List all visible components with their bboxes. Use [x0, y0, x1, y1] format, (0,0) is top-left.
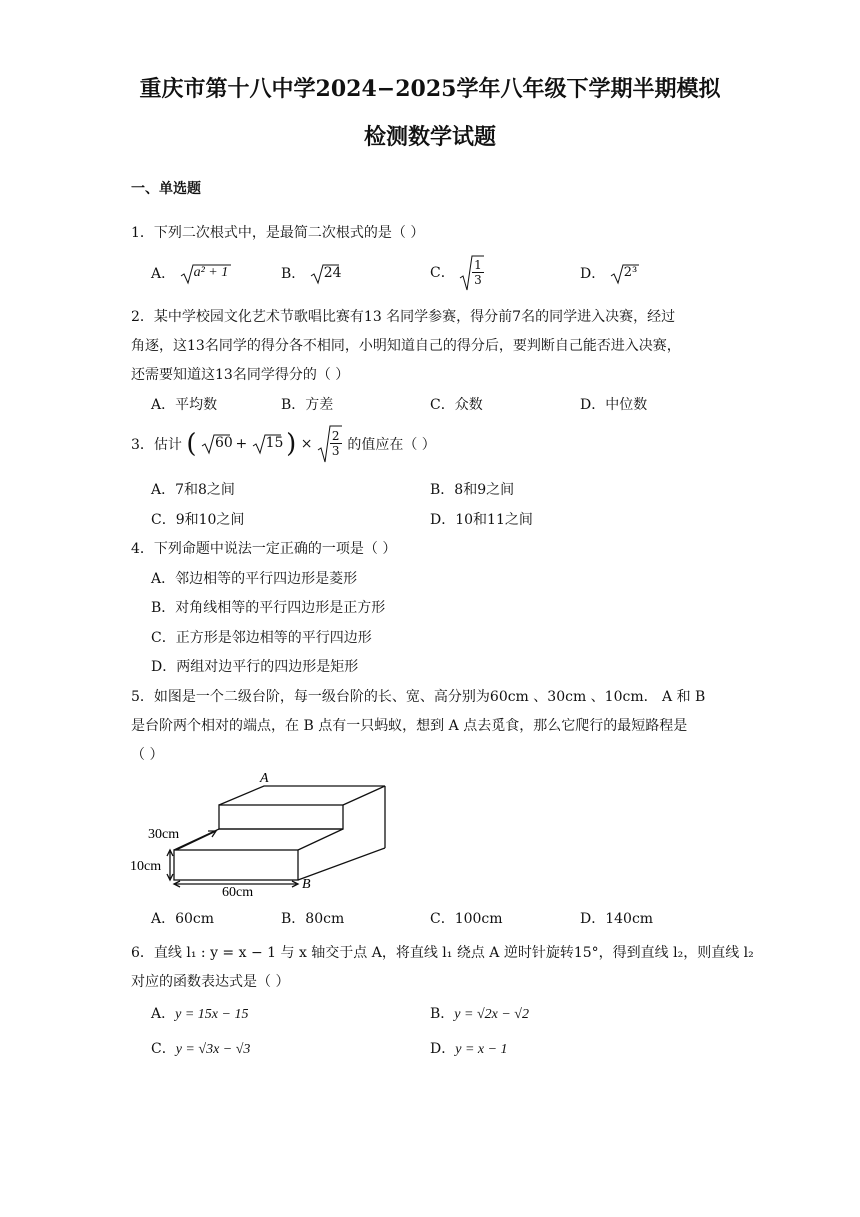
label-60cm: 60cm: [222, 885, 254, 900]
q1-option-d: D． 2³: [580, 263, 640, 285]
radical-icon: 60: [201, 433, 231, 455]
staircase-figure: [130, 766, 396, 900]
q1-option-a: A． a² + 1: [151, 263, 232, 285]
q6-option-c: C．y = √3x − √3: [151, 1041, 251, 1057]
q3-option-c: C．9和10之间: [151, 512, 245, 528]
label-a: A: [260, 771, 269, 786]
q6-line2: 对应的函数表达式是（ ）: [131, 974, 290, 990]
label-30cm: 30cm: [148, 827, 180, 842]
q1-option-b: B． 24: [281, 263, 340, 285]
radical-icon: 15: [252, 433, 282, 455]
q3-option-a: A．7和8之间: [151, 482, 235, 498]
label-10cm: 10cm: [130, 859, 162, 874]
q5-line2: 是台阶两个相对的端点，在 B 点有一只蚂蚁，想到 A 点去觅食，那么它爬行的最短路程是: [131, 718, 688, 734]
q5-option-d: D．140cm: [580, 911, 654, 927]
q2-option-a: A．平均数: [151, 397, 218, 413]
q4-option-a: A．邻边相等的平行四边形是菱形: [151, 571, 358, 587]
q2-option-d: D．中位数: [580, 397, 648, 413]
q6-option-b: B．y = √2x − √2: [430, 1006, 529, 1022]
q1-option-c: C． $\frac{1}{3}$: [430, 254, 485, 292]
q4-option-b: B．对角线相等的平行四边形是正方形: [151, 600, 386, 616]
q2-option-c: C．众数: [430, 397, 483, 413]
doc-title-line1: 重庆市第十八中学2024−2025学年八年级下学期半期模拟: [139, 76, 721, 102]
q4-stem: 4．下列命题中说法一定正确的一项是（ ）: [131, 541, 397, 557]
q5-option-c: C．100cm: [430, 911, 503, 927]
q3-option-d: D．10和11之间: [430, 512, 533, 528]
q2-line3: 还需要知道这13名同学得分的（ ）: [131, 367, 350, 383]
label-b: B: [302, 877, 311, 892]
doc-title-line2: 检测数学试题: [363, 124, 496, 150]
radical-icon: 24: [310, 263, 340, 285]
radical-icon: 2³: [610, 263, 640, 285]
radical-icon: $\frac{1}{3}$: [459, 254, 485, 292]
q4-option-c: C．正方形是邻边相等的平行四边形: [151, 630, 372, 646]
q5-option-a: A．60cm: [151, 911, 215, 927]
q6-option-d: D．y = x − 1: [430, 1041, 508, 1057]
q2-line2: 角逐，这13名同学的得分各不相同，小明知道自己的得分后，要判断自己能否进入决赛，: [131, 338, 681, 354]
q5-line1: 5．如图是一个二级台阶，每一级台阶的长、宽、高分别为60cm 、30cm 、10cm． A 和 B: [131, 689, 706, 705]
q4-option-d: D．两组对边平行的四边形是矩形: [151, 659, 359, 675]
q1-stem: 1．下列二次根式中，是最简二次根式的是（ ）: [131, 225, 425, 241]
q6-option-a: A．y = 15x − 15: [151, 1006, 249, 1022]
q6-line1: 6．直线 l₁ : y = x − 1 与 x 轴交于点 A，将直线 l₁ 绕点 A 逆时针旋转15°，得到直线 l₂，则直线 l₂: [131, 945, 754, 961]
q3-option-b: B．8和9之间: [430, 482, 515, 498]
section-heading: 一、单选题: [131, 181, 201, 197]
q3-stem: 3．估计 ( 60 + 15 ) × $\frac{2}{3}$ 的值应在（ ）: [131, 424, 436, 468]
q2-option-b: B．方差: [281, 397, 334, 413]
radical-icon: a² + 1: [180, 263, 232, 285]
q5-line3: （ ）: [131, 747, 164, 763]
q2-line1: 2．某中学校园文化艺术节歌唱比赛有13 名同学参赛，得分前7名的同学进入决赛，经过: [131, 309, 676, 325]
radical-icon: $\frac{2}{3}$: [317, 424, 343, 464]
q5-option-b: B．80cm: [281, 911, 345, 927]
